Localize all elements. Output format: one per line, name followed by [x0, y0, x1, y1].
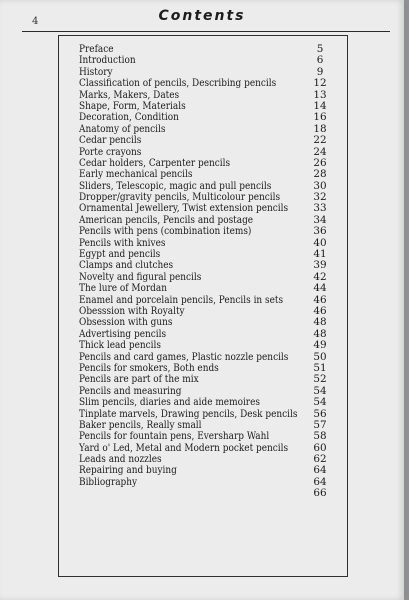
toc-entry-title: Shape, Form, Materials	[79, 99, 186, 112]
page-title: Contents	[158, 8, 246, 24]
toc-entry-page: 5	[316, 43, 324, 55]
page-number: 4	[32, 16, 39, 27]
toc-entry-page: 33	[313, 202, 327, 215]
toc-entry-page: 36	[313, 225, 327, 238]
toc-entry-page: 14	[313, 99, 327, 112]
toc-entry-title: Early mechanical pencils	[79, 168, 193, 181]
toc-entry-page: 46	[313, 304, 327, 317]
toc-entry-page: 58	[313, 430, 327, 443]
toc-entry-page: 54	[313, 396, 327, 409]
toc-entry-page: 50	[313, 350, 327, 363]
toc-entry-title: The lure of Mordan	[79, 282, 168, 295]
toc-entry-page: 46	[313, 293, 327, 306]
toc-entry-title: Decoration, Condition	[79, 111, 179, 124]
toc-entry-title: American pencils, Pencils and postage	[79, 213, 254, 226]
title-rule	[22, 31, 390, 32]
toc-entry-page: 22	[313, 134, 327, 147]
toc-entry-page: 64	[313, 464, 327, 477]
toc-entry-title: Obsession with guns	[79, 316, 173, 329]
toc-entry-title: Leads and nozzles	[79, 453, 162, 466]
toc-entry	[79, 488, 337, 499]
toc-entry-title: Pencils with knives	[79, 236, 166, 249]
toc-entry-title: Obesssion with Royalty	[79, 304, 185, 317]
toc-entry-page: 51	[313, 361, 327, 374]
toc-entry-title: Yard o' Led, Metal and Modern pocket pencils	[79, 441, 289, 454]
toc-entry-page: 6	[316, 54, 324, 67]
toc-entry-title: Slim pencils, diaries and aide memoires	[79, 396, 260, 409]
toc-entry-title: Pencils for fountain pens, Eversharp Wahl	[79, 430, 270, 443]
toc-entry-page: 40	[313, 236, 327, 249]
toc-entry-title: Baker pencils, Really small	[79, 418, 202, 431]
toc-entry-page: 49	[313, 339, 327, 352]
toc-entry-page: 12	[313, 77, 327, 90]
toc-entry-title: Bibliography	[79, 475, 138, 488]
toc-entry-title: Novelty and figural pencils	[79, 270, 202, 283]
toc-entry-page: 41	[313, 248, 327, 261]
toc-entry-title: Pencils and card games, Plastic nozzle pencils	[79, 350, 289, 363]
toc-entry-page: 52	[313, 373, 327, 386]
toc-entry-title: Cedar holders, Carpenter pencils	[79, 156, 231, 169]
toc-entry-title: Porte crayons	[79, 145, 142, 158]
toc-entry-title: Anatomy of pencils	[79, 122, 166, 135]
toc-entry-page: 18	[313, 122, 327, 135]
toc-entry-title: History	[79, 65, 113, 78]
toc-entry-page: 62	[313, 453, 327, 466]
toc-entry-title: Tinplate marvels, Drawing pencils, Desk pencils	[79, 407, 298, 420]
toc-entry-page: 9	[316, 65, 324, 78]
toc-entry-page: 28	[313, 168, 327, 181]
toc-entry-title: Classification of pencils, Describing pencils	[79, 77, 277, 90]
toc-entry-page: 44	[313, 282, 327, 295]
toc-entry-title: Cedar pencils	[79, 134, 142, 147]
toc-entry	[79, 477, 337, 488]
toc-entry-page: 30	[313, 179, 327, 192]
contents-list	[79, 44, 337, 500]
toc-entry-title: Pencils with pens (combination items)	[79, 225, 252, 238]
toc-entry-page: 13	[313, 88, 327, 101]
toc-entry-title: Dropper/gravity pencils, Multicolour pencils	[79, 191, 281, 204]
toc-entry-title: Ornamental Jewellery, Twist extension pencils	[79, 202, 289, 215]
toc-entry-title: Pencils are part of the mix	[79, 373, 199, 386]
toc-entry-page: 66	[313, 487, 327, 500]
toc-entry-title: Pencils for smokers, Both ends	[79, 361, 219, 374]
toc-entry-page: 56	[313, 407, 327, 420]
toc-entry-title: Pencils and measuring	[79, 384, 182, 397]
toc-entry	[79, 55, 337, 66]
toc-entry-title: Sliders, Telescopic, magic and pull pencils	[79, 179, 272, 192]
toc-entry-page: 32	[313, 191, 327, 204]
toc-entry-page: 60	[313, 441, 327, 454]
toc-entry-title: Enamel and porcelain pencils, Pencils in sets	[79, 293, 284, 306]
toc-entry-title: Repairing and buying	[79, 464, 177, 477]
toc-entry-page: 26	[313, 156, 327, 169]
toc-entry-page: 34	[313, 213, 327, 226]
toc-entry-page: 48	[313, 316, 327, 329]
toc-entry-page: 39	[313, 259, 327, 272]
toc-entry-page: 24	[313, 145, 327, 158]
toc-entry-page: 54	[313, 384, 327, 397]
toc-entry-page: 57	[313, 418, 327, 431]
toc-entry-page: 64	[313, 475, 327, 488]
toc-entry-title: Preface	[79, 43, 114, 55]
toc-entry-page: 42	[313, 270, 327, 283]
toc-entry-title: Egypt and pencils	[79, 248, 161, 261]
toc-entry-page: 48	[313, 327, 327, 340]
toc-entry-title: Clamps and clutches	[79, 259, 174, 272]
toc-entry-title: Introduction	[79, 54, 136, 67]
toc-entry-title: Advertising pencils	[79, 327, 167, 340]
toc-entry-page: 16	[313, 111, 327, 124]
toc-entry-title: Marks, Makers, Dates	[79, 88, 180, 101]
toc-entry-title: Thick lead pencils	[79, 339, 161, 352]
